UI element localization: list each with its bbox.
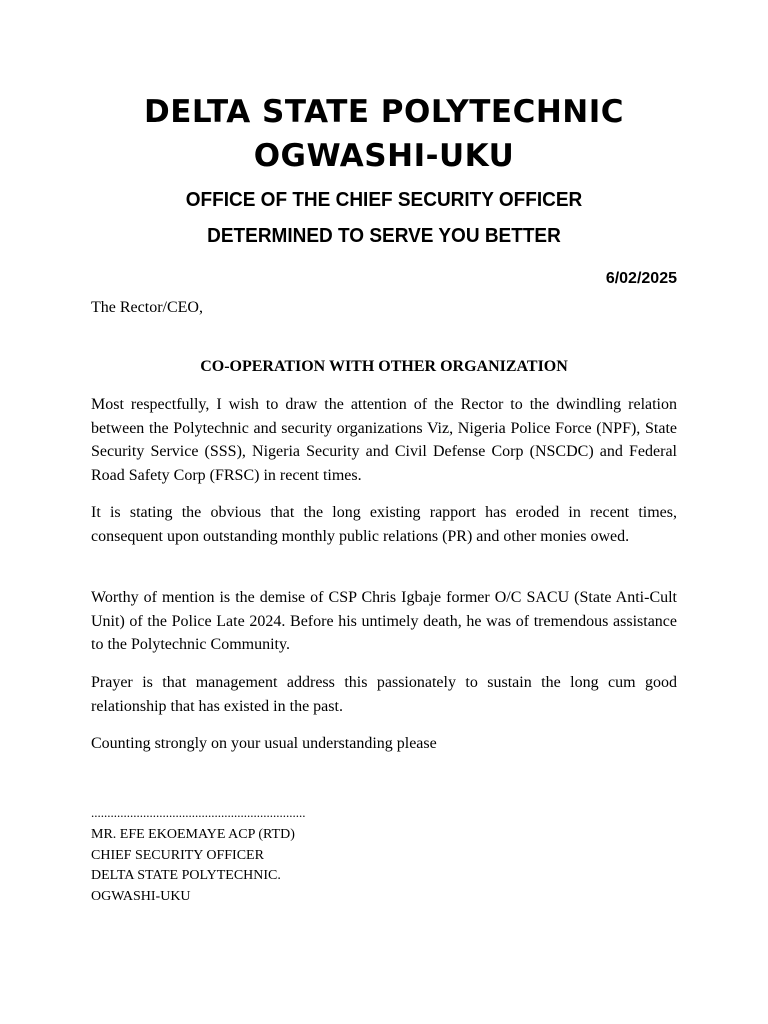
letter-date: 6/02/2025 — [605, 270, 677, 287]
paragraph-4: Prayer is that management address this passionately to sustain the long cum good relationship that has existed in the past. — [91, 674, 677, 715]
institution-name-line2: OGWASHI-UKU — [253, 138, 515, 174]
institution-name-line1: DELTA STATE POLYTECHNIC — [143, 94, 624, 130]
letter-subject: CO-OPERATION WITH OTHER ORGANIZATION — [200, 358, 568, 375]
signatory-name: MR. EFE EKOEMAYE ACP (RTD) — [91, 827, 295, 842]
paragraph-3: Worthy of mention is the demise of CSP Chris Igbaje former O/C SACU (State Anti-Cult Unit) of the Police Late 2024. Before his untimely death, he was of tremendous assistance to the Polytechnic Community. — [91, 589, 677, 653]
signature-line: .................................................................. — [91, 805, 306, 820]
office-title: OFFICE OF THE CHIEF SECURITY OFFICER — [185, 189, 583, 211]
signatory-institution: DELTA STATE POLYTECHNIC. — [91, 868, 281, 883]
letter-addressee: The Rector/CEO, — [91, 299, 203, 316]
paragraph-1: Most respectfully, I wish to draw the attention of the Rector to the dwindling relation between the Polytechnic and security organizations Viz, Nigeria Police Force (NPF), State Security Service (SSS), Nigeria Security and Civil Defense Corp (NSCDC) and Federal Road Safety Corp (FRSC) in recent times. — [91, 396, 677, 484]
signatory-title: CHIEF SECURITY OFFICER — [91, 848, 264, 863]
paragraph-5: Counting strongly on your usual understanding please — [91, 735, 437, 752]
signatory-location: OGWASHI-UKU — [91, 889, 191, 904]
paragraph-2: It is stating the obvious that the long existing rapport has eroded in recent times, consequent upon outstanding monthly public relations (PR) and other monies owed. — [91, 504, 677, 545]
office-motto: DETERMINED TO SERVE YOU BETTER — [207, 225, 561, 247]
